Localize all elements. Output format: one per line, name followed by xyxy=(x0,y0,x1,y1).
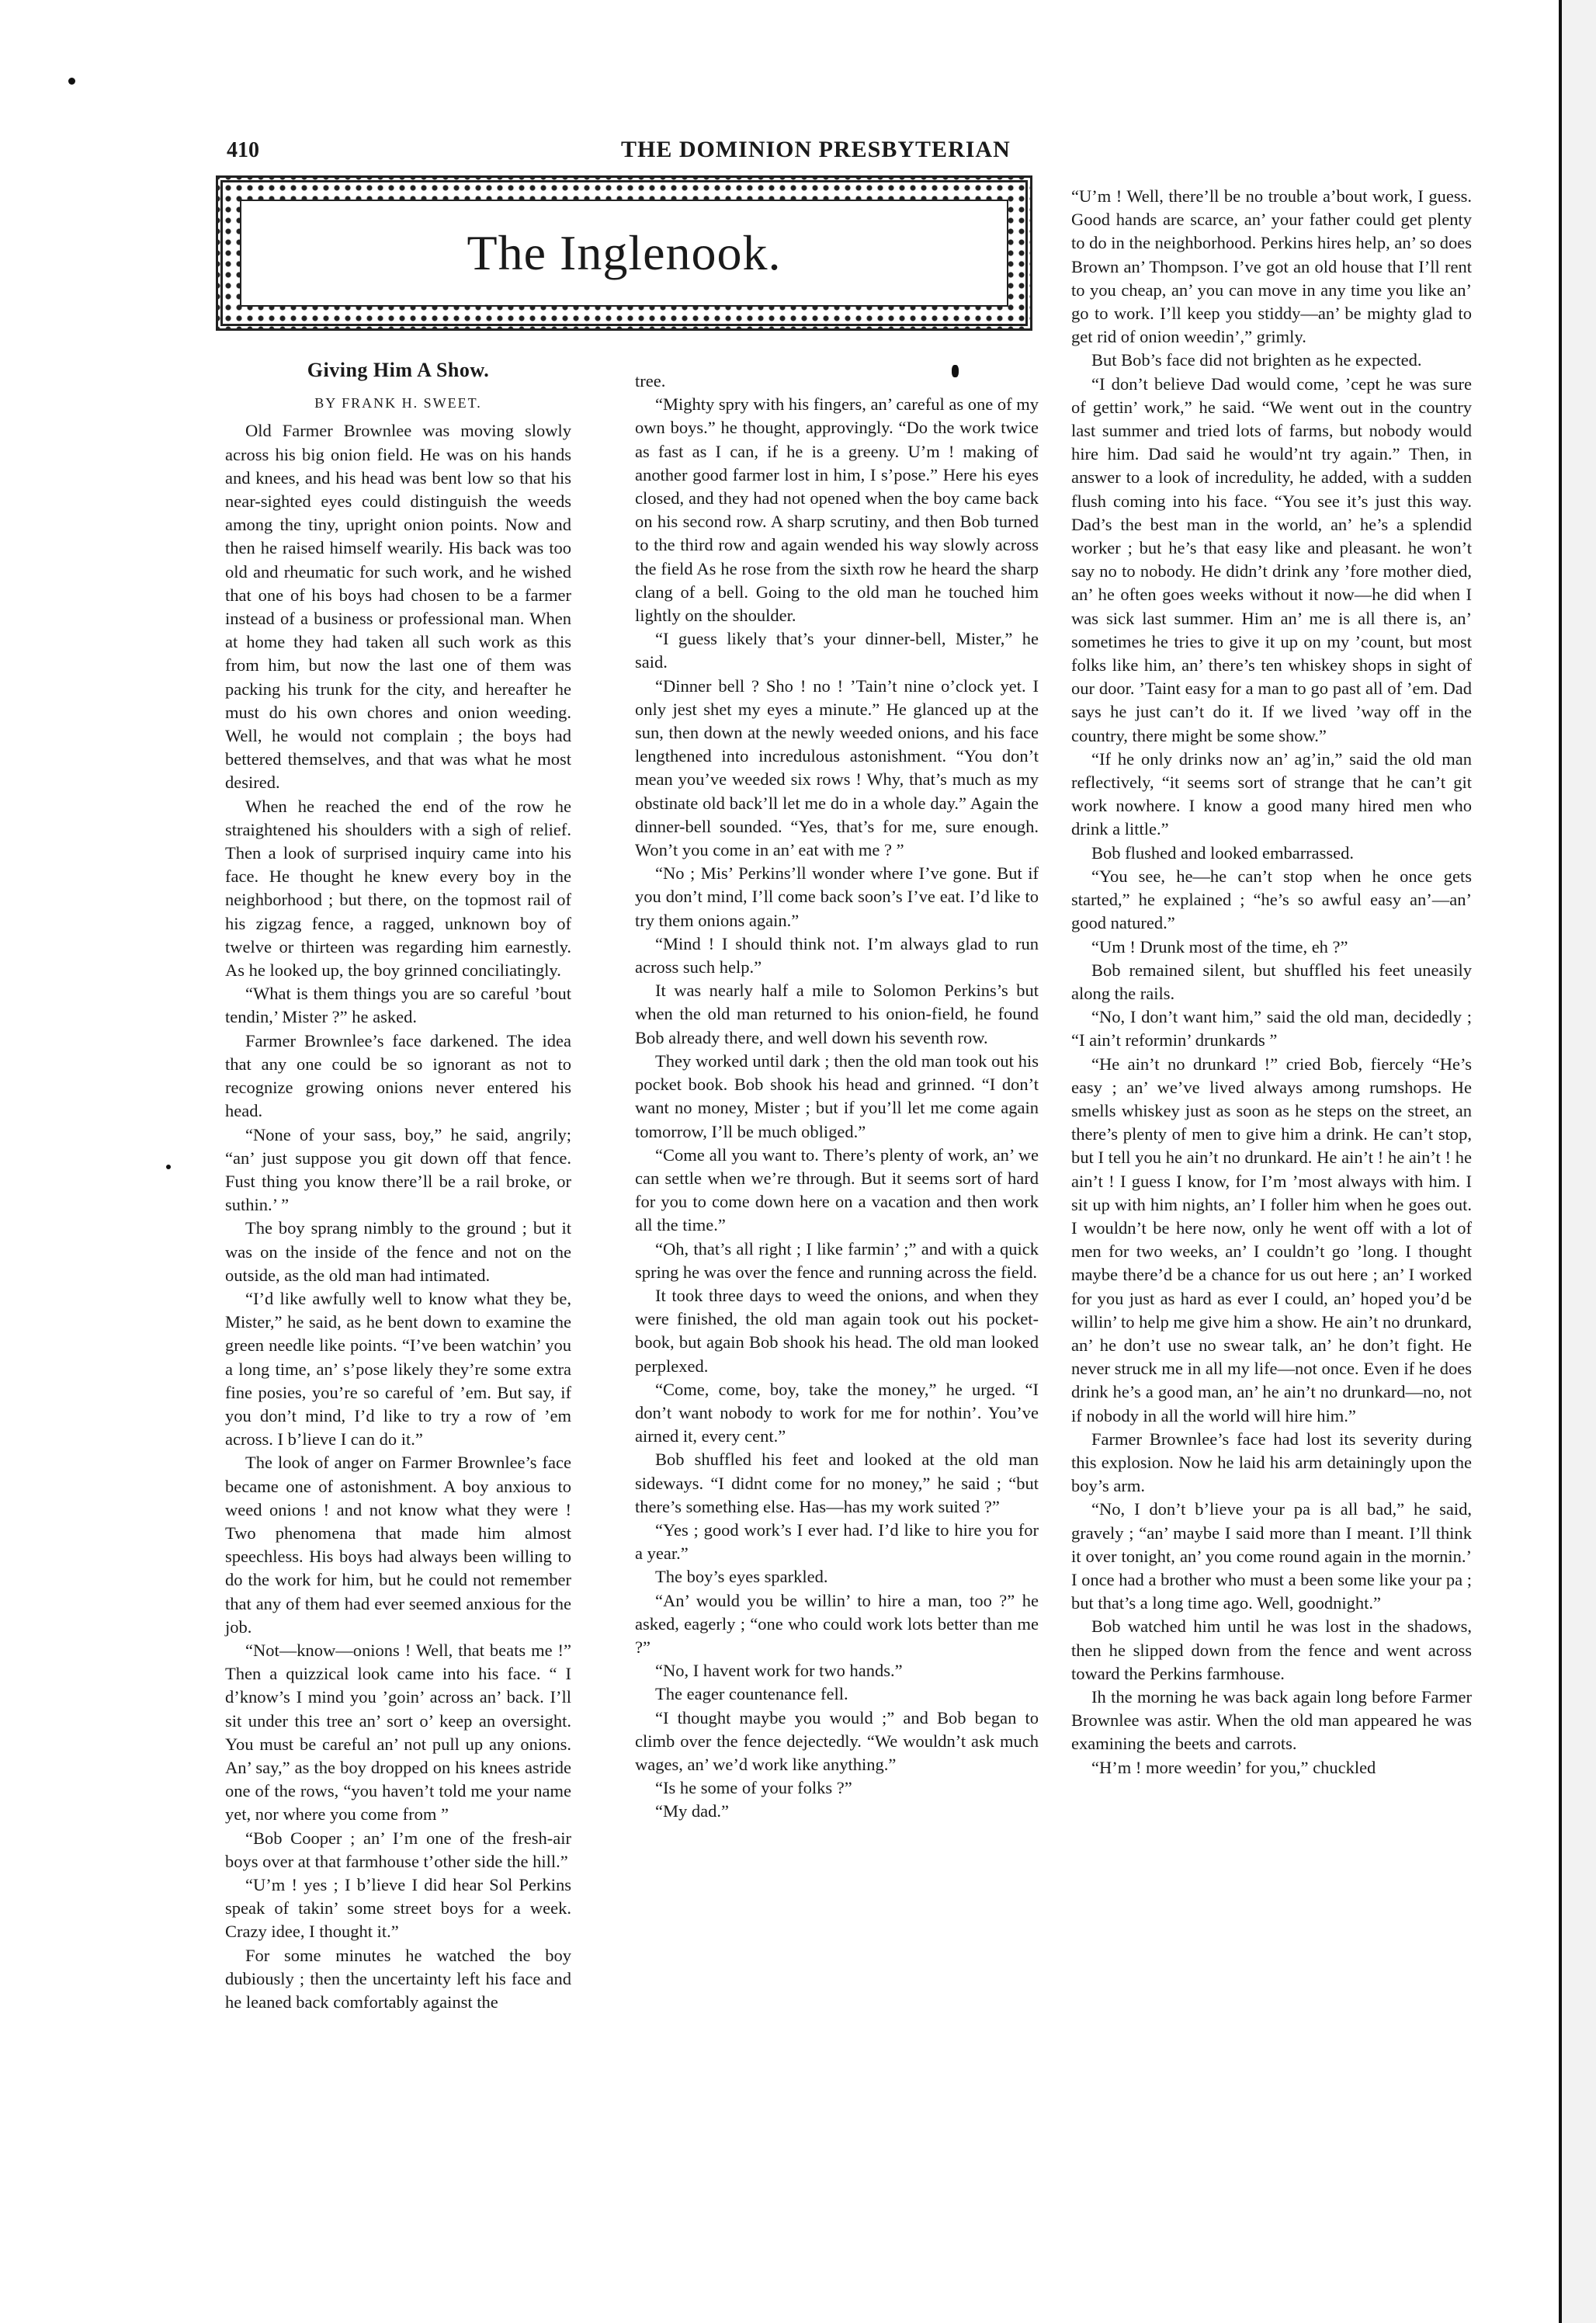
article-paragraph: “I thought maybe you would ;” and Bob began to climb over the fence dejectedly. “We wouldn’t ask much wages, an’ we’d work like anything.” xyxy=(635,1707,1039,1774)
article-paragraph: “I guess likely that’s your dinner-bell, Mister,” he said. xyxy=(635,629,1039,672)
article-paragraph: “An’ would you be willin’ to hire a man, too ?” he asked, eagerly ; “one who could work lots better than me ?” xyxy=(635,1590,1039,1657)
article-paragraph: The eager countenance fell. xyxy=(655,1684,848,1704)
article-paragraph: “Um ! Drunk most of the time, eh ?” xyxy=(1091,936,1348,957)
article-paragraph: Bob remained silent, but shuffled his feet uneasily along the rails. xyxy=(1071,960,1472,1003)
article-paragraph: “Mind ! I should think not. I’m always glad to run across such help.” xyxy=(635,933,1039,977)
running-head: THE DOMINION PRESBYTERIAN xyxy=(621,137,1011,162)
article-paragraph: “If he only drinks now an’ ag’in,” said the old man reflectively, “it seems sort of strange that he can’t git work nowhere. I know a good many hired men who drink a little.” xyxy=(1071,748,1472,839)
article-title: Giving Him A Show. xyxy=(307,359,490,381)
article-paragraph: Ih the morning he was back again long before Farmer Brownlee was astir. When the old man appeared he was examining the beets and carrots. xyxy=(1071,1687,1472,1754)
article-paragraph: “Not—know—onions ! Well, that beats me !” Then a quizzical look came into his face. “ I d’know’s I mind you ’goin’ across an’ back. I’ll sit under this tree an’ sort o’ keep an oversight. You must be careful an’ not pull up any onions. An’ say,” as the boy dropped on his knees astride one of the rows, “you haven’t told me your name yet, nor where you come from ” xyxy=(225,1640,571,1825)
article-paragraph: “Come all you want to. There’s plenty of work, an’ we can settle when we’re through. But it seems sort of hard for you to come down here on a vacation and then work all the time.” xyxy=(635,1144,1039,1235)
page-edge-shadow xyxy=(1559,0,1596,2323)
article-paragraph: The boy sprang nimbly to the ground ; but it was on the inside of the fence and not on the outside, as the old man had intimated. xyxy=(225,1218,571,1285)
article-paragraph: “U’m ! yes ; I b’lieve I did hear Sol Perkins speak of takin’ some street boys for a week. Crazy idee, I thought it.” xyxy=(225,1875,571,1942)
article-paragraph: “No, I don’t b’lieve your pa is all bad,” he said, gravely ; “an’ maybe I said more than I meant. I’ll think it over tonight, an’ you come round again in the mornin.’ I once had a brother who must a been some like your pa ; but that’s a long time ago. Well, goodnight.” xyxy=(1071,1499,1472,1613)
article-paragraph: “Yes ; good work’s I ever had. I’d like to hire you for a year.” xyxy=(635,1519,1039,1564)
article-column-3 xyxy=(1071,185,1472,1780)
article-paragraph: The boy’s eyes sparkled. xyxy=(655,1567,828,1587)
article-paragraph: Old Farmer Brownlee was moving slowly across his big onion field. He was on his hands and knees, and his head was bent low so that his near-sighted eyes could distinguish the weeds among the tiny, upright onion points. Now and then he raised himself wearily. His back was too old and rheumatic for such work, and he wished that one of his boys had chosen to be a farmer instead of a business or professional man. When at home they had taken all such work as this from him, but now the last one of them was packing his trunk for the city, and hereafter he must do his own chores and onion weeding. Well, he would not complain ; the boys had bettered themselves, and that was what he most desired. xyxy=(225,421,571,793)
article-paragraph: tree. xyxy=(635,371,666,391)
article-paragraph: “No ; Mis’ Perkins’ll wonder where I’ve gone. But if you don’t mind, I’ll come back soon’s I’ve eat. I’d like to try them onions again.” xyxy=(635,863,1039,930)
article-paragraph: “Come, come, boy, take the money,” he urged. “I don’t want nobody to work for me for nothin’. You’ve airned it, every cent.” xyxy=(635,1379,1039,1446)
article-paragraph: “Dinner bell ? Sho ! no ! ’Tain’t nine o’clock yet. I only jest shet my eyes a minute.” He glanced up at the sun, then down at the newly weeded onions, and his face lengthened into incredulous astonishment. “You don’t mean you’ve weeded six rows ! Why, that’s much as my obstinate old back’ll let me do in a whole day.” Again the dinner-bell sounded. “Yes, that’s for me, sure enough. Won’t you come in an’ eat with me ? ” xyxy=(635,675,1039,860)
article-paragraph: “My dad.” xyxy=(655,1801,729,1821)
article-paragraph: It was nearly half a mile to Solomon Perkins’s but when the old man returned to his onion-field, he found Bob already there, and well down his seventh row. xyxy=(635,981,1039,1047)
article-paragraph: “I’d like awfully well to know what they be, Mister,” he said, as he bent down to examine the green needle like points. “I’ve been watchin’ you a long time, an’ s’pose likely they’re some extra fine posies, you’re so careful of ’em. But say, if you don’t mind, I’d like to try a row of ’em across. I b’lieve I can do it.” xyxy=(225,1288,571,1450)
article-column-1 xyxy=(225,359,571,2014)
article-paragraph: “Bob Cooper ; an’ I’m one of the fresh-air boys over at that farmhouse t’other side the hill.” xyxy=(225,1828,571,1871)
section-banner xyxy=(216,175,1032,331)
article-paragraph: Bob flushed and looked embarrassed. xyxy=(1091,842,1355,863)
article-byline: BY FRANK H. SWEET. xyxy=(314,395,482,411)
article-column-2 xyxy=(635,370,1039,1824)
article-paragraph: “He ain’t no drunkard !” cried Bob, fiercely “He’s easy ; an’ we’ve lived always among rumshops. He smells whiskey just as soon as he steps on the street, an there’s plenty of men to give him a drink. He can’t stop, but I tell you he ain’t no drunkard. He ain’t ! he ain’t ! he ain’t ! I guess I know, for I’m ’most always with him. I sit up with him nights, an’ I foller him when he goes out. I wouldn’t be here now, only he went off with a lot of men for two weeks, an’ I couldn’t go ’long. I thought maybe there’d be a chance for us out here ; an’ I worked for you just as hard as ever I could, an’ hoped you’d be willin’ to help me give him a show. He ain’t no drunkard, an’ he don’t use no swear talk, an’ he don’t fight. He never struck me in all my life—not once. Even if he does drink he’s a good man, an’ he ain’t no drunkard—no, not if nobody in all the world will hire him.” xyxy=(1071,1054,1472,1425)
article-paragraph: “H’m ! more weedin’ for you,” chuckled xyxy=(1091,1757,1376,1777)
article-paragraph: Farmer Brownlee’s face had lost its severity during this explosion. Now he laid his arm detainingly upon the boy’s arm. xyxy=(1071,1429,1472,1496)
article-paragraph: Bob watched him until he was lost in the shadows, then he slipped down from the fence and went across toward the Perkins farmhouse. xyxy=(1071,1616,1472,1683)
article-paragraph: It took three days to weed the onions, and when they were finished, the old man again took out his pocket-book, but again Bob shook his head. The old man looked perplexed. xyxy=(635,1285,1039,1376)
article-paragraph: “What is them things you are so careful ’bout tendin,’ Mister ?” he asked. xyxy=(225,984,571,1027)
page-number: 410 xyxy=(227,138,259,162)
article-paragraph: “Is he some of your folks ?” xyxy=(655,1778,852,1798)
article-paragraph: The look of anger on Farmer Brownlee’s face became one of astonishment. A boy anxious to weed onions ! and not know what they were ! Two phenomena that made him almost speechless. His boys had always been willing to do the work for him, but he could not remember that any of them had ever seemed anxious for the job. xyxy=(225,1453,571,1637)
scan-speck xyxy=(166,1165,171,1169)
article-paragraph: But Bob’s face did not brighten as he expected. xyxy=(1091,350,1422,370)
section-title: The Inglenook. xyxy=(467,225,782,280)
article-paragraph: “No, I don’t want him,” said the old man, decidedly ; “I ain’t reformin’ drunkards ” xyxy=(1071,1007,1472,1050)
article-paragraph: Bob shuffled his feet and looked at the old man sideways. “I didnt come for no money,” he said ; “but there’s something else. Has—has my work suited ?” xyxy=(635,1450,1039,1516)
article-paragraph: For some minutes he watched the boy dubiously ; then the uncertainty left his face and he leaned back comfortably against the xyxy=(225,1945,571,2012)
article-paragraph: “Oh, that’s all right ; I like farmin’ ;” and with a quick spring he was over the fence and running across the field. xyxy=(635,1238,1039,1282)
article-paragraph: “I don’t believe Dad would come, ’cept he was sure of gettin’ work,” he said. “We went out in the country last summer and tried lots of farms, but nobody would hire him. Dad said he would’nt try again.” Then, in answer to a look of incredulity, he added, with a sudden flush coming into his face. “You see it’s just this way. Dad’s the best man in the world, an’ he’s a splendid worker ; but he’s that easy like and pleasant. he won’t say no to nobody. He didn’t drink any ’fore mother died, an’ he often goes weeks without it now—he did when I was sick last summer. Him an’ me is all there is, an’ sometimes he tries to give it up on my ’count, but most folks like him, an’ there’s ten whiskey shops in sight of our door. ’Taint easy for a man to go past all of ’em. Dad says he just can’t do it. If we lived ’way off in the country, there might be some show.” xyxy=(1071,373,1472,745)
article-paragraph: “None of your sass, boy,” he said, angrily; “an’ just suppose you git down off that fence. Fust thing you know there’ll be a rail broke, or suthin.’ ” xyxy=(225,1124,571,1215)
article-paragraph: “Mighty spry with his fingers, an’ careful as one of my own boys.” he thought, approvingly. “Do the work twice as fast as I can, if he is a greeny. U’m ! making of another good farmer lost in him, I s’pose.” Here his eyes closed, and they had not opened when the boy came back on his second row. A sharp scrutiny, and then Bob turned to the third row and again wended his way slowly across the field As he rose from the sixth row he heard the sharp clang of a bell. Going to the old man he touched him lightly on the shoulder. xyxy=(635,394,1039,626)
article-paragraph: “No, I havent work for two hands.” xyxy=(655,1661,903,1681)
article-paragraph: “U’m ! Well, there’ll be no trouble a’bout work, I guess. Good hands are scarce, an’ your father could get plenty to do in the neighborhood. Perkins hires help, an’ so does Brown an’ Thompson. I’ve got an old house that I’ll rent to you cheap, an’ you can move in any time you like an’ go to work. I’ll keep you stiddy—an’ be mighty glad to get rid of onion weedin’,” grimly. xyxy=(1071,186,1472,347)
article-paragraph: Farmer Brownlee’s face darkened. The idea that any one could be so ignorant as not to recognize growing onions never entered his head. xyxy=(225,1030,571,1121)
scan-speck xyxy=(68,78,75,85)
section-banner-inner xyxy=(240,200,1008,307)
article-paragraph: “You see, he—he can’t stop when he once gets started,” he explained ; “he’s so awful easy an’—an’ good natured.” xyxy=(1071,866,1472,933)
article-paragraph: When he reached the end of the row he straightened his shoulders with a sigh of relief. Then a look of surprised inquiry came into his face. He thought he knew every boy in the neighborhood ; but there, on the topmost rail of his zigzag fence, a ragged, unknown boy of twelve or thirteen was regarding him earnestly. As he looked up, the boy grinned conciliatingly. xyxy=(225,796,571,981)
article-paragraph: They worked until dark ; then the old man took out his pocket book. Bob shook his head and grinned. “I don’t want no money, Mister ; but if you’ll let me come again tomorrow, I’ll be much obliged.” xyxy=(635,1050,1039,1141)
